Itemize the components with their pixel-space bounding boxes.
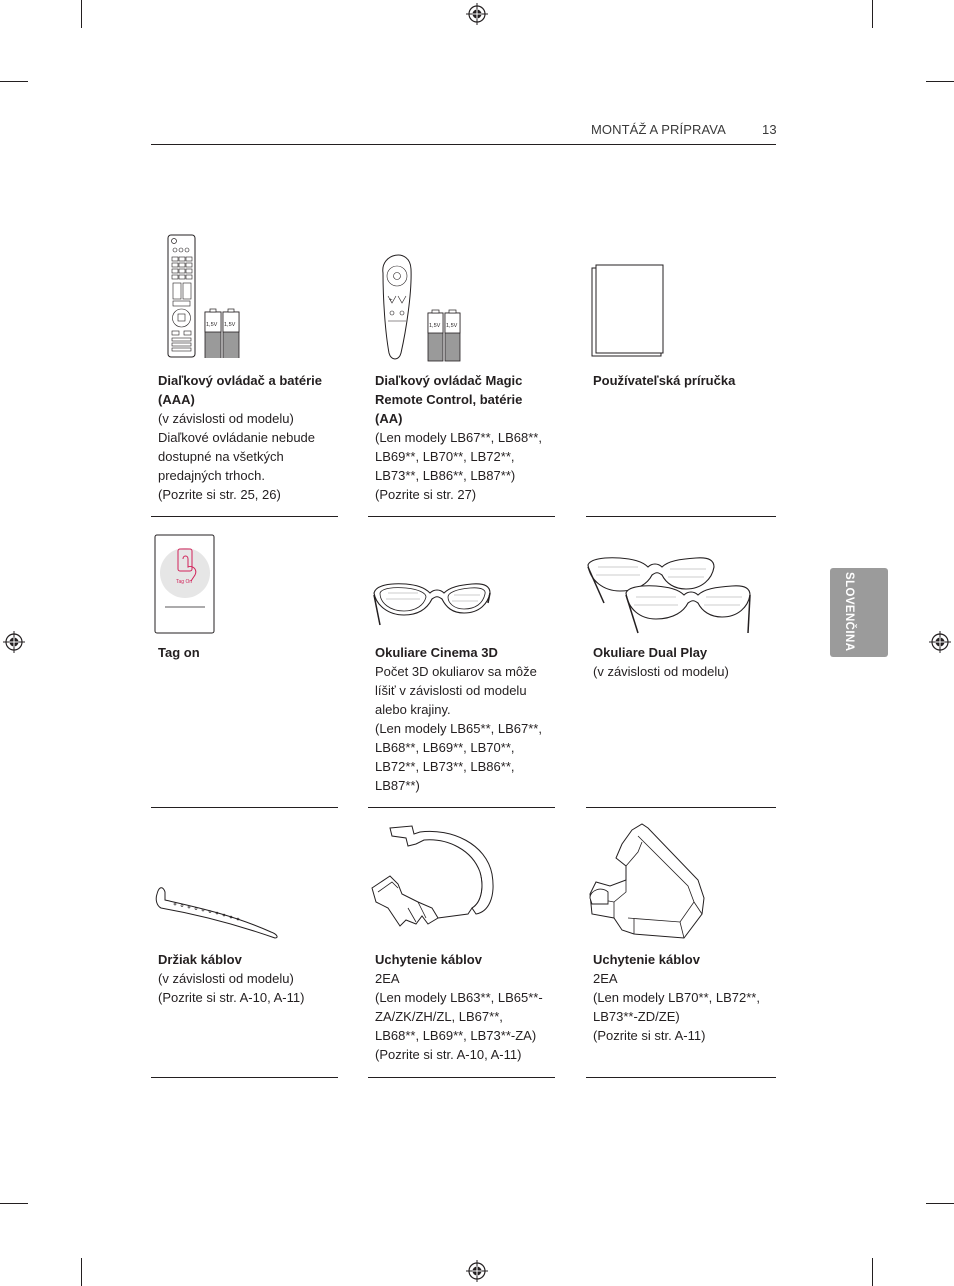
item-title-line: Diaľkový ovládač a batérie bbox=[158, 373, 322, 388]
item-title-line: Diaľkový ovládač Magic bbox=[375, 373, 523, 388]
item-detail-line: LB68**, LB69**, LB70**, bbox=[375, 740, 515, 755]
remote-control-with-aaa-batteries-icon bbox=[151, 233, 339, 358]
item-detail-line: (Pozrite si str. A-10, A-11) bbox=[375, 1047, 522, 1062]
crop-mark bbox=[81, 0, 82, 28]
registration-mark-icon bbox=[466, 1260, 488, 1282]
accessory-item bbox=[368, 533, 556, 808]
crop-mark bbox=[81, 1258, 82, 1286]
item-divider bbox=[151, 516, 338, 517]
item-detail-line: (Pozrite si str. A-10, A-11) bbox=[158, 990, 305, 1005]
item-title-line: Uchytenie káblov bbox=[375, 952, 482, 967]
item-detail-line: Počet 3D okuliarov sa môže bbox=[375, 664, 537, 679]
item-title-line: (AA) bbox=[375, 411, 403, 426]
accessory-item bbox=[151, 225, 339, 517]
item-caption bbox=[593, 371, 735, 390]
item-detail-line: LB69**, LB70**, LB72**, bbox=[375, 449, 515, 464]
item-title-line: Remote Control, batérie bbox=[375, 392, 523, 407]
accessory-item bbox=[368, 225, 556, 517]
item-detail-line: (Pozrite si str. 25, 26) bbox=[158, 487, 281, 502]
header-divider bbox=[151, 144, 776, 145]
item-caption bbox=[593, 643, 729, 681]
item-detail-line: 2EA bbox=[593, 971, 618, 986]
item-detail-line: (Pozrite si str. A-11) bbox=[593, 1028, 706, 1043]
item-detail-line: Diaľkové ovládanie nebude bbox=[158, 430, 316, 445]
item-caption bbox=[158, 371, 322, 504]
item-detail-line: (Len modely LB70**, LB72**, bbox=[593, 990, 760, 1005]
item-detail-line: alebo krajiny. bbox=[375, 702, 451, 717]
item-title-line: Okuliare Dual Play bbox=[593, 645, 708, 660]
item-detail-line: LB73**-ZD/ZE) bbox=[593, 1009, 680, 1024]
user-manual-booklet-icon bbox=[586, 263, 774, 361]
dual-play-glasses-icon bbox=[586, 551, 774, 639]
battery-label: 1,5V bbox=[429, 323, 441, 329]
battery-label: 1,5V bbox=[206, 322, 218, 328]
item-title-line: (AAA) bbox=[158, 392, 195, 407]
item-divider bbox=[586, 1077, 776, 1078]
crop-mark bbox=[926, 81, 954, 82]
registration-mark-icon bbox=[929, 631, 951, 653]
page-number: 13 bbox=[762, 122, 777, 137]
item-title-line: Držiak káblov bbox=[158, 952, 242, 967]
crop-mark bbox=[0, 81, 28, 82]
item-caption bbox=[375, 643, 542, 795]
item-detail-line: LB72**, LB73**, LB86**, bbox=[375, 759, 515, 774]
svg-text:+: + bbox=[389, 298, 393, 304]
registration-mark-icon bbox=[466, 3, 488, 25]
item-divider bbox=[151, 1077, 338, 1078]
item-divider bbox=[368, 516, 555, 517]
accessory-item bbox=[151, 533, 339, 808]
item-title-line: Tag on bbox=[158, 645, 200, 660]
item-detail-line: 2EA bbox=[375, 971, 400, 986]
item-detail-line: (v závislosti od modelu) bbox=[158, 971, 294, 986]
item-detail-line: ZA/ZK/ZH/ZL, LB67**, bbox=[375, 1009, 503, 1024]
item-detail-line: (Pozrite si str. 27) bbox=[375, 487, 477, 502]
magic-remote-with-aa-batteries-icon bbox=[368, 243, 556, 368]
battery-label: 1,5V bbox=[446, 323, 458, 329]
item-detail-line: (v závislosti od modelu) bbox=[593, 664, 729, 679]
item-caption bbox=[375, 950, 543, 1064]
item-detail-line: (Len modely LB67**, LB68**, bbox=[375, 430, 542, 445]
crop-mark bbox=[0, 1203, 28, 1204]
cable-holder-ring-icon bbox=[368, 822, 556, 942]
crop-mark bbox=[872, 0, 873, 28]
tag-on-sticker-text: Tag On bbox=[176, 579, 193, 585]
item-detail-line: dostupné na všetkých bbox=[158, 449, 284, 464]
section-title: MONTÁŽ A PRÍPRAVA bbox=[591, 122, 726, 137]
crop-mark bbox=[872, 1258, 873, 1286]
item-caption bbox=[158, 643, 200, 662]
item-detail-line: (Len modely LB63**, LB65**- bbox=[375, 990, 543, 1005]
item-divider bbox=[368, 807, 555, 808]
accessory-item bbox=[368, 820, 556, 1078]
item-detail-line: (v závislosti od modelu) bbox=[158, 411, 294, 426]
item-detail-line: LB68**, LB69**, LB73**-ZA) bbox=[375, 1028, 537, 1043]
accessory-item bbox=[586, 820, 774, 1078]
item-detail-line: (Len modely LB65**, LB67**, bbox=[375, 721, 542, 736]
item-caption bbox=[158, 950, 304, 1007]
language-tab bbox=[830, 568, 888, 657]
item-detail-line: predajných trhoch. bbox=[158, 468, 265, 483]
item-title-line: Používateľská príručka bbox=[593, 373, 736, 388]
item-title-line: Okuliare Cinema 3D bbox=[375, 645, 498, 660]
item-title-line: Uchytenie káblov bbox=[593, 952, 700, 967]
item-divider bbox=[151, 807, 338, 808]
item-divider bbox=[368, 1077, 555, 1078]
accessory-item bbox=[151, 820, 339, 1078]
item-divider bbox=[586, 516, 776, 517]
accessory-item bbox=[586, 533, 774, 808]
cable-tie-icon bbox=[151, 880, 339, 942]
item-divider bbox=[586, 807, 776, 808]
accessory-item bbox=[586, 225, 774, 517]
item-caption bbox=[593, 950, 760, 1045]
crop-mark bbox=[926, 1203, 954, 1204]
item-caption bbox=[375, 371, 542, 504]
language-tab-label: SLOVENČINA bbox=[843, 572, 855, 652]
item-detail-line: LB87**) bbox=[375, 778, 420, 793]
registration-mark-icon bbox=[3, 631, 25, 653]
item-detail-line: LB73**, LB86**, LB87**) bbox=[375, 468, 516, 483]
cable-holder-clip-icon bbox=[586, 822, 774, 942]
tag-on-sticker-icon bbox=[151, 533, 339, 637]
item-detail-line: líšiť v závislosti od modelu bbox=[375, 683, 527, 698]
cinema-3d-glasses-icon bbox=[368, 563, 556, 638]
battery-label: 1,5V bbox=[224, 322, 236, 328]
